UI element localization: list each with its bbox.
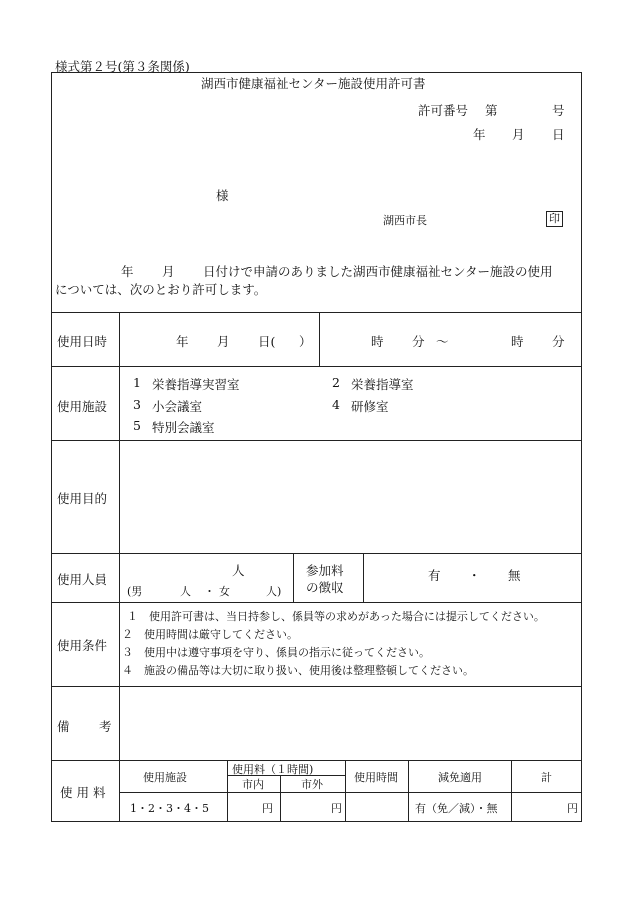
form-title: 湖西市健康福祉センター施設使用許可書 [201, 76, 426, 91]
row-divider-fee [51, 760, 582, 761]
fee-value-total: 円 [567, 802, 578, 815]
datetime-tilde: ～ [436, 334, 449, 349]
people-split-2 [363, 553, 364, 602]
datetime-year: 年 [176, 334, 189, 349]
seal-mark: 印 [546, 211, 563, 227]
datetime-split [319, 312, 320, 366]
addressee-suffix: 様 [216, 188, 229, 203]
row-divider-remarks [51, 686, 582, 687]
datetime-paren-close: ） [299, 334, 312, 349]
row-divider-datetime [51, 312, 582, 313]
people-total-unit: 人 [232, 563, 245, 578]
row-divider-conditions [51, 602, 582, 603]
body-line1-rest: 日付けで申請のありました湖西市健康福祉センター施設の使用 [203, 264, 553, 279]
fee-header-reduction: 減免適用 [438, 771, 482, 784]
facility-2-no: 2 [332, 375, 340, 390]
form-label: 様式第２号(第３条関係) [55, 59, 190, 74]
people-male-unit: 人 [180, 585, 191, 598]
fee-header-out-city: 市外 [301, 778, 323, 791]
body-line2: については、次のとおり許可します。 [55, 282, 267, 297]
facility-label: 使用施設 [57, 399, 108, 414]
fee-header-hours: 使用時間 [354, 771, 398, 784]
condition-item: １ 使用許可書は、当日持参し、係員等の求めがあった場合には提示してください。 [127, 610, 545, 623]
fee-collection-no: 無 [508, 568, 521, 583]
fee-value-facility: 1・2・3・4・5 [130, 802, 209, 815]
fee-collection-yes: 有 [428, 568, 441, 583]
row-divider-facility [51, 366, 582, 367]
fee-header-facility: 使用施設 [143, 771, 187, 784]
facility-5-name: 特別会議室 [152, 420, 215, 435]
permit-number-prefix: 第 [485, 103, 498, 118]
fee-collection-sep: ・ [468, 568, 481, 583]
row-divider-people [51, 553, 582, 554]
facility-3-no: 3 [133, 397, 141, 412]
remarks-label-2: 考 [99, 719, 112, 734]
permit-number-suffix: 号 [552, 103, 565, 118]
fee-header-total: 計 [541, 771, 552, 784]
row-divider-purpose [51, 440, 582, 441]
facility-3-name: 小会議室 [152, 399, 203, 414]
permit-form-frame [51, 72, 582, 822]
remarks-label-1: 備 [57, 719, 70, 734]
facility-1-name: 栄養指導実習室 [152, 377, 240, 392]
issuer: 湖西市長 [383, 214, 427, 227]
people-female-unit: 人) [266, 585, 282, 598]
permit-number-label: 許可番号 [418, 103, 469, 118]
condition-item: ４ 施設の備品等は大切に取り扱い、使用後は整理整頓してください。 [122, 664, 474, 677]
fee-header-fee-per-hour: 使用料（１時間) [232, 763, 314, 776]
people-female: 女 [219, 585, 230, 598]
fee-col-2 [280, 775, 281, 822]
condition-item: ３ 使用中は遵守事項を守り、係員の指示に従ってください。 [122, 646, 430, 659]
participation-fee-label-2: の徴収 [306, 580, 344, 595]
date-year: 年 [473, 127, 486, 142]
fee-header-in-city: 市内 [242, 778, 264, 791]
facility-5-no: 5 [133, 418, 141, 433]
purpose-label: 使用目的 [57, 491, 108, 506]
fee-col-4 [408, 760, 409, 822]
date-day: 日 [552, 127, 565, 142]
fee-value-reduction: 有（免／減）・無 [415, 802, 498, 815]
fee-col-1 [227, 760, 228, 822]
date-month: 月 [512, 127, 525, 142]
fee-value-in-city: 円 [262, 802, 273, 815]
people-label: 使用人員 [57, 572, 108, 587]
body-month: 月 [162, 264, 175, 279]
people-split-1 [293, 553, 294, 602]
datetime-month: 月 [217, 334, 230, 349]
fee-value-out-city: 円 [331, 802, 342, 815]
facility-1-no: 1 [133, 375, 141, 390]
fee-row-divider [119, 792, 582, 793]
people-dot: ・ [204, 585, 215, 598]
datetime-hour-2: 時 [511, 334, 524, 349]
conditions-label: 使用条件 [57, 638, 108, 653]
condition-item: ２ 使用時間は厳守してください。 [122, 628, 298, 641]
fee-col-5 [511, 760, 512, 822]
datetime-minute-2: 分 [552, 334, 565, 349]
facility-4-no: 4 [332, 397, 340, 412]
datetime-minute-1: 分 [412, 334, 425, 349]
datetime-hour-1: 時 [371, 334, 384, 349]
body-year: 年 [121, 264, 134, 279]
facility-4-name: 研修室 [351, 399, 389, 414]
fee-label: 使 用 料 [60, 785, 106, 800]
fee-col-3 [345, 760, 346, 822]
datetime-day: 日( [258, 334, 276, 349]
participation-fee-label-1: 参加料 [306, 563, 344, 578]
datetime-label: 使用日時 [57, 334, 108, 349]
people-male-open: (男 [127, 585, 143, 598]
facility-2-name: 栄養指導室 [351, 377, 414, 392]
label-column-divider [119, 312, 120, 822]
